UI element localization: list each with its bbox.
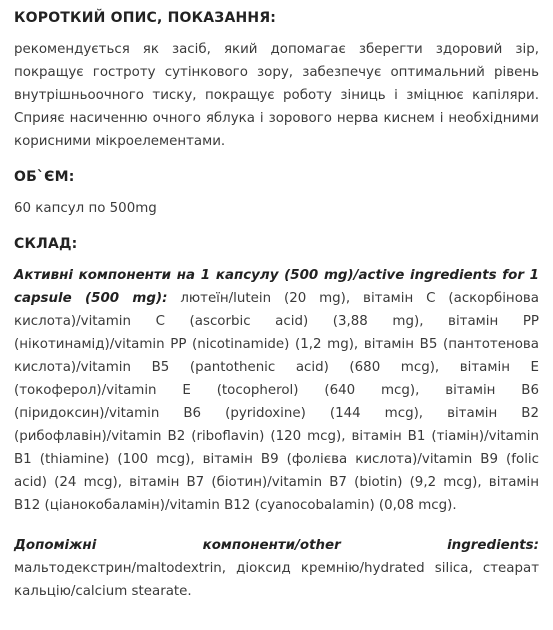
- composition-heading: СКЛАД:: [14, 236, 78, 252]
- description-section: [14, 8, 539, 153]
- volume-heading: ОБ`ЄМ:: [14, 169, 75, 185]
- active-ingredients-label: Активні компоненти на 1 капсулу (500 mg)/active ingredients for 1 capsule (500 mg):: [14, 268, 539, 306]
- volume-text: 60 капсул по 500mg: [14, 201, 157, 216]
- composition-section: [14, 234, 539, 603]
- description-text: рекомендується як засіб, який допомагає зберегти здоровий зір, покращує гостроту сутінкового зору, забезпечує оптимальний рівень внутрішньоочного тиску, покращує роботу зіниць і зміцнює капіляри. Сприяє насиченню очного яблука і зорового нерва киснем і необхідними корисними мікроелементами.: [14, 42, 539, 149]
- other-ingredients-text: мальтодекстрин/maltodextrin, діоксид кремнію/hydrated silica, стеарат кальцію/calcium stearate.: [14, 561, 539, 599]
- other-ingredients-label: Допоміжні компоненти/other ingredients:: [14, 538, 539, 553]
- description-heading: КОРОТКИЙ ОПИС, ПОКАЗАННЯ:: [14, 10, 277, 26]
- active-ingredients-text: лютеїн/lutein (20 mg), вітамін С (аскорбінова кислота)/vitamin C (ascorbic acid) (3,88 mg), вітамін РР (нікотинамід)/vitamin PP (nicotinamide) (1,2 mg), вітамін В5 (пантотенова кислота)/vitamin B5 (pantothenic acid) (680 mcg), вітамін Е (токоферол)/vitamin E (tocopherol) (640 mcg), вітамін В6 (піридоксин)/vitamin B6 (pyridoxine) (144 mcg), вітамін В2 (рибофлавін)/vitamin B2 (riboflavin) (120 mcg), вітамін В1 (тіамін)/vitamin B1 (thiamine) (100 mcg), вітамін В9 (фолієва кислота)/vitamin B9 (folic acid) (24 mcg), вітамін В7 (біотин)/vitamin B7 (biotin) (9,2 mcg), вітамін В12 (ціанокобаламін)/vitamin B12 (cyanocobalamin) (0,08 mcg).: [14, 291, 539, 513]
- volume-section: [14, 167, 539, 220]
- other-ingredients-paragraph: [14, 534, 539, 603]
- active-ingredients-paragraph: [14, 264, 539, 517]
